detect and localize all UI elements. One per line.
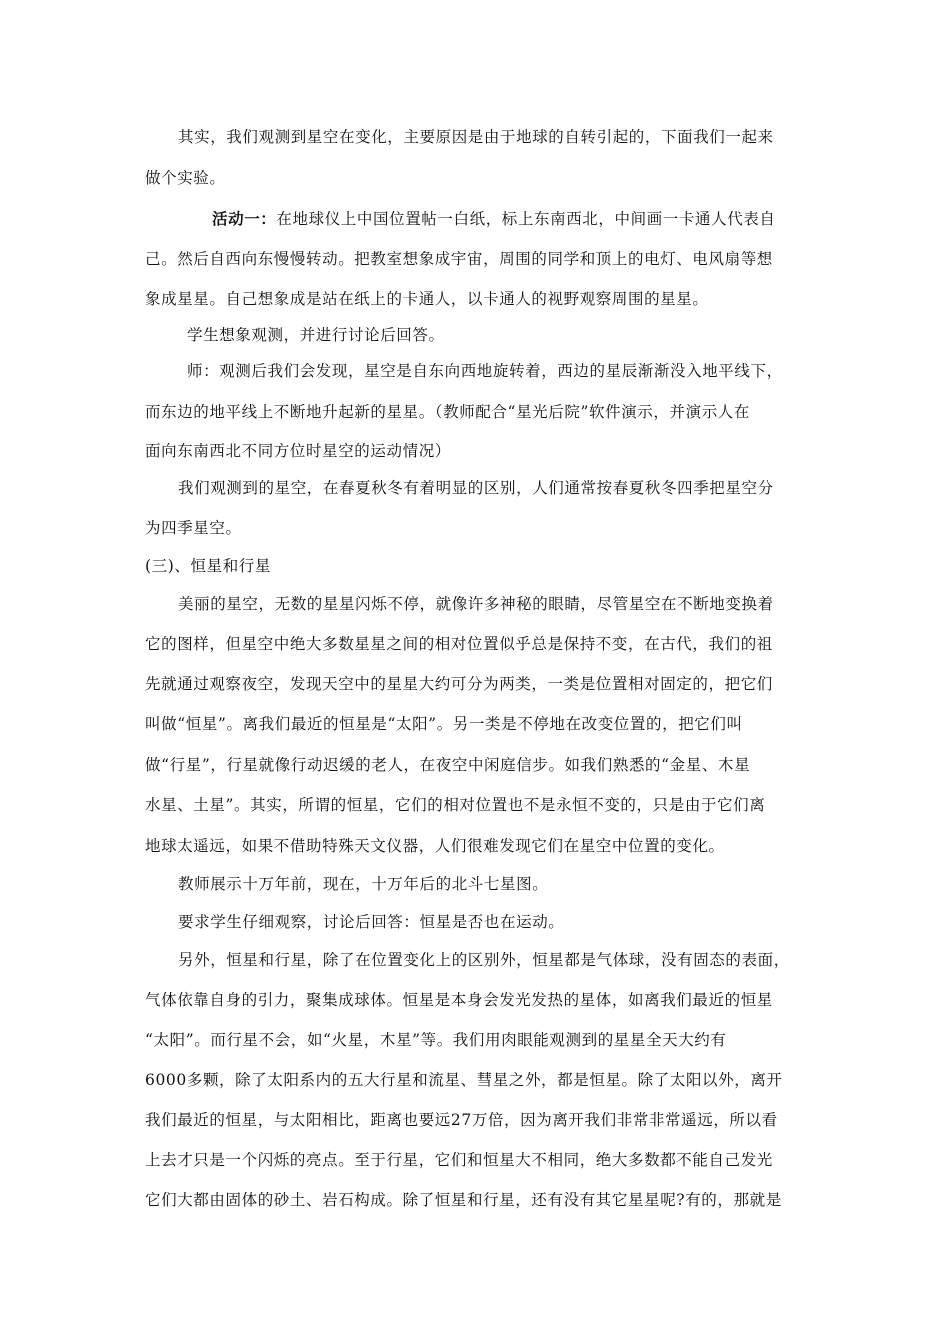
paragraph-line: 水星、土星”。其实，所谓的恒星，它们的相对位置也不是永恒不变的，只是由于它们离 (145, 796, 766, 814)
paragraph-line: 叫做“恒星”。离我们最近的恒星是“太阳”。另一类是不停地在改变位置的，把它们叫 (145, 715, 743, 733)
paragraph-line: 学生想象观测，并进行讨论后回答。 (187, 326, 445, 344)
paragraph-line: 另外，恒星和行星，除了在位置变化上的区别外，恒星都是气体球，没有固态的表面， (178, 951, 790, 969)
paragraph-line: 地球太遥远，如果不借助特殊天文仪器，人们很难发现它们在星空中位置的变化。 (145, 837, 725, 855)
paragraph-line: 为四季星空。 (145, 519, 242, 537)
paragraph-line: 教师展示十万年前，现在，十万年后的北斗七星图。 (178, 875, 549, 893)
activity-text: 在地球仪上中国位置帖一白纸，标上东南西北，中间画一卡通人代表自 (276, 210, 776, 228)
paragraph-line: 我们观测到的星空，在春夏秋冬有着明显的区别，人们通常按春夏秋冬四季把星空分 (178, 479, 774, 497)
paragraph-line: 气体依靠自身的引力，聚集成球体。恒星是本身会发光发热的星体，如离我们最近的恒星 (145, 991, 773, 1009)
activity-line (212, 209, 776, 229)
paragraph-line: 它的图样，但星空中绝大多数星星之间的相对位置似乎总是保持不变，在古代，我们的祖 (145, 635, 773, 653)
paragraph-line: 做个实验。 (145, 169, 226, 187)
paragraph-line: 6000多颗，除了太阳系内的五大行星和流星、彗星之外，都是恒星。除了太阳以外，离开 (145, 1071, 783, 1089)
paragraph-line: “太阳”。而行星不会，如“火星，木星”等。我们用肉眼能观测到的星星全天大约有 (145, 1031, 727, 1049)
paragraph-line: 其实，我们观测到星空在变化，主要原因是由于地球的自转引起的，下面我们一起来 (178, 128, 774, 146)
activity-label: 活动一： (212, 209, 277, 228)
section-heading: (三)、恒星和行星 (145, 557, 271, 575)
paragraph-line: 上去才只是一个闪烁的亮点。至于行星，它们和恒星大不相同，绝大多数都不能自己发光 (145, 1151, 773, 1169)
paragraph-line: 美丽的星空，无数的星星闪烁不停，就像许多神秘的眼睛，尽管星空在不断地变换着 (178, 595, 774, 613)
paragraph-line: 而东边的地平线上不断地升起新的星星。（教师配合“星光后院”软件演示，并演示人在 (145, 403, 751, 421)
paragraph-line: 先就通过观察夜空，发现天空中的星星大约可分为两类，一类是位置相对固定的，把它们 (145, 675, 773, 693)
paragraph-line: 师：观测后我们会发现，星空是自东向西地旋转着，西边的星辰渐渐没入地平线下， (187, 362, 783, 380)
paragraph-line: 要求学生仔细观察，讨论后回答：恒星是否也在运动。 (178, 913, 565, 931)
paragraph-line: 己。然后自西向东慢慢转动。把教室想象成宇宙，周围的同学和顶上的电灯、电风扇等想 (145, 250, 773, 268)
paragraph-line: 它们大都由固体的砂土、岩石构成。除了恒星和行星，还有没有其它星星呢?有的，那就是 (145, 1191, 782, 1209)
paragraph-line: 象成星星。自己想象成是站在纸上的卡通人，以卡通人的视野观察周围的星星。 (145, 290, 709, 308)
paragraph-line: 做“行星”，行星就像行动迟缓的老人，在夜空中闲庭信步。如我们熟悉的“金星、木星 (145, 756, 751, 774)
paragraph-line: 我们最近的恒星，与太阳相比，距离也要远27万倍，因为离开我们非常非常遥远，所以看 (145, 1111, 778, 1129)
paragraph-line: 面向东南西北不同方位时星空的运动情况） (145, 442, 451, 460)
